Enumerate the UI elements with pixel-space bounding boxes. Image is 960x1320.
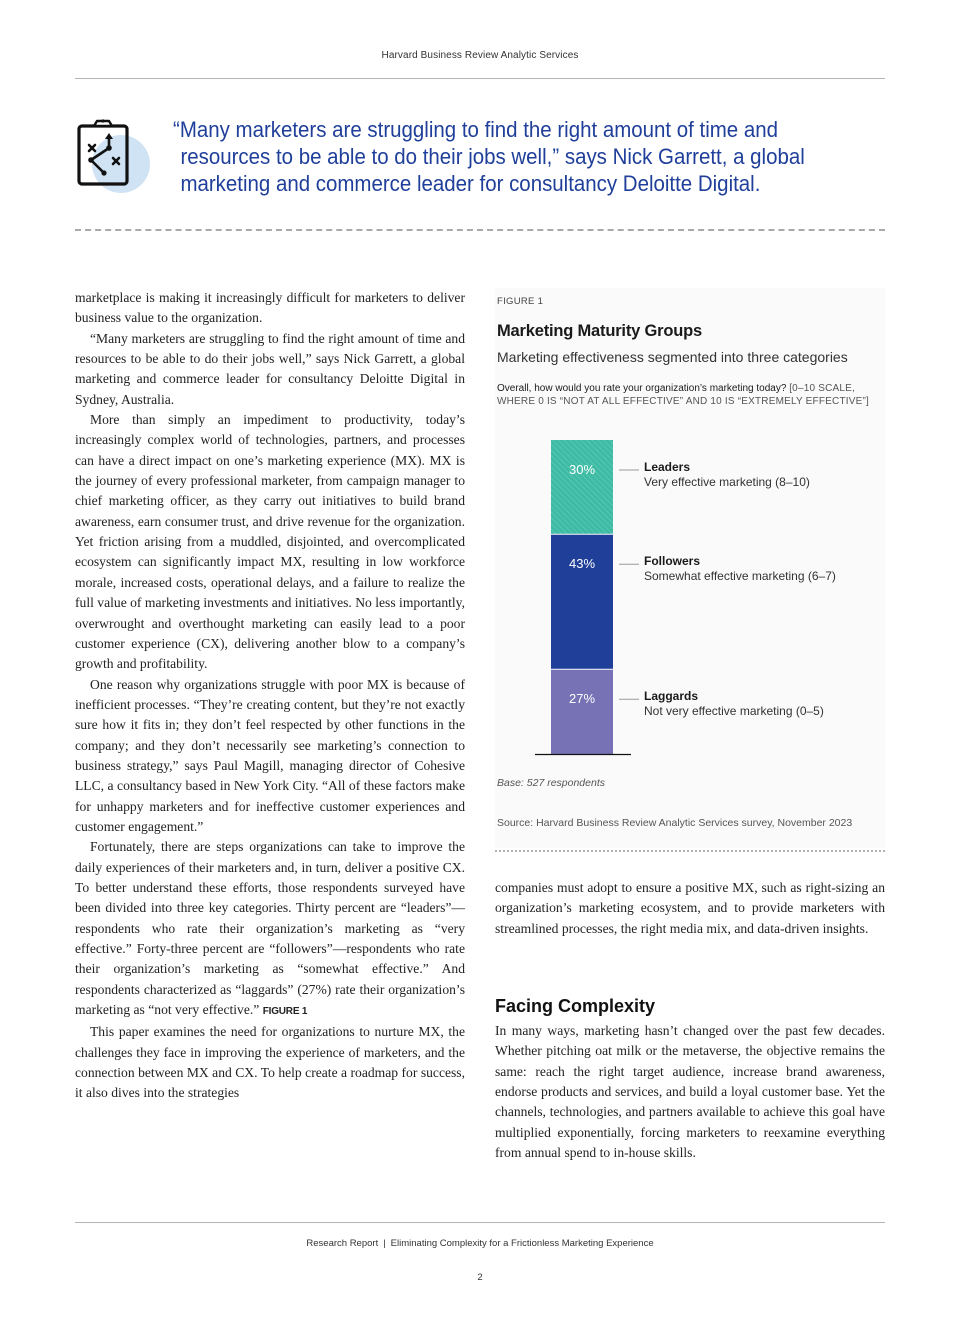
page-number: 2 bbox=[477, 1272, 483, 1283]
legend-description-followers: Somewhat effective marketing (6–7) bbox=[644, 569, 836, 584]
pull-quote-line: “Many marketers are struggling to find the right amount of time and bbox=[173, 117, 779, 142]
header-rule bbox=[75, 78, 885, 79]
section-heading: Facing Complexity bbox=[495, 996, 656, 1016]
bar-segment-laggards bbox=[551, 669, 613, 754]
clipboard-strategy-icon bbox=[75, 118, 155, 198]
body-paragraph-with-figure-ref bbox=[75, 837, 465, 1022]
body-paragraph: This paper examines the need for organizations to nurture MX, the challenges they face in improving the experience of marketers, and the connection between MX and CX. To help create a roadmap for success, it also dives into the strategies bbox=[75, 1024, 465, 1101]
legend-name-laggards: Laggards bbox=[644, 689, 699, 704]
body-paragraph: More than simply an impediment to productivity, today’s increasingly complex world of technologies, partners, and processes can have a direct impact on one’s marketing experience (MX). MX is the journey of every professional marketer, from campaign manager to chief marketing officer, as they carry out initiatives to build brand awareness, earn consumer trust, and drive revenue for the organization. Yet friction arising from a muddled, disjointed, and overcomplicated ecosystem can significantly impact MX, resulting in low workforce morale, increased costs, operational delays, and a failure to realize the full value of marketing investments and initiatives. No less importantly, overwrought and overthought marketing can easily lead to a poor customer experience (CX), delivering another blow to a company’s growth and profitability. bbox=[75, 412, 465, 672]
pull-quote-text bbox=[173, 116, 843, 197]
left-column bbox=[75, 288, 465, 1104]
data-label-leaders: 30% bbox=[568, 462, 596, 477]
footer-separator: | bbox=[383, 1238, 386, 1249]
legend-description-laggards: Not very effective marketing (0–5) bbox=[644, 704, 824, 719]
footer-rule bbox=[75, 1222, 885, 1223]
bar-segment-followers bbox=[551, 534, 613, 669]
footer-report-type: Research Report bbox=[306, 1238, 379, 1249]
figure-base-note: Base: 527 respondents bbox=[497, 777, 605, 789]
body-paragraph-text: Fortunately, there are steps organizations can take to improve the daily experiences of their marketers and, in turn, deliver a positive CX. To better understand these efforts, those respondents surveyed have been divided into three key categories. Thirty percent are “leaders”—respondents who rate their organization’s marketing as “very effective.” Forty-three percent are “followers”—respondents who rate their organization’s marketing as “somewhat effective.” And respondents characterized as “laggards” (27%) rate their organization’s marketing as “not very effective.” bbox=[75, 839, 465, 1018]
right-column-section bbox=[495, 1021, 885, 1163]
pull-quote-divider bbox=[75, 229, 885, 231]
pull-quote-line: resources to be able to do their jobs well,” says Nick Garrett, a global bbox=[180, 144, 805, 169]
figure-title: Marketing Maturity Groups bbox=[497, 322, 702, 340]
figure-divider bbox=[495, 850, 885, 852]
legend-name-leaders: Leaders bbox=[644, 460, 691, 474]
body-paragraph: “Many marketers are struggling to find the right amount of time and resources to be able to do their jobs well,” says Nick Garrett, a global marketing and commerce leader for consultancy Deloitte Digital in Sydney, Australia. bbox=[75, 330, 465, 407]
data-label-laggards: 27% bbox=[568, 691, 596, 707]
data-label-followers: 43% bbox=[568, 556, 596, 572]
body-paragraph: One reason why organizations struggle with poor MX is because of inefficient processes. “They’re creating content, but they’re not exactly sure how it fits in; they don’t feel respected by other functions in the company; and they don’t necessarily see marketing’s connection to business strategy,” says Paul Magill, managing director of Cohesive LLC, a consultancy based in New York City. “All of these factors make for unhappy marketers and for ineffective customer experiences and customer engagement.” bbox=[75, 676, 465, 834]
figure-subtitle: Marketing effectiveness segmented into three categories bbox=[497, 349, 848, 365]
running-header: Harvard Business Review Analytic Services bbox=[381, 50, 579, 61]
body-paragraph: marketplace is making it increasingly difficult for marketers to deliver business value to the organization. bbox=[75, 290, 465, 326]
scale-note: [0–10 SCALE, WHERE 0 IS “NOT AT ALL EFFECTIVE” AND 10 IS “EXTREMELY EFFECTIVE”] bbox=[497, 383, 869, 407]
bar-segment-leaders bbox=[551, 440, 613, 534]
body-paragraph: companies must adopt to ensure a positive MX, such as right-sizing an organization’s marketing ecosystem, and to provide marketers with streamlined processes, the right media mix, and data-driven insights. bbox=[495, 880, 885, 936]
pull-quote-line: marketing and commerce leader for consultancy Deloitte Digital. bbox=[180, 171, 761, 196]
question-text: Overall, how would you rate your organization’s marketing today? bbox=[497, 383, 787, 394]
pull-quote bbox=[75, 116, 885, 216]
legend-description-leaders: Very effective marketing (8–10) bbox=[644, 475, 810, 489]
body-paragraph: In many ways, marketing hasn’t changed over the past few decades. Whether pitching oat milk or the metaverse, the objective remains the same: reach the right target audience, increase brand awareness, endorse products and services, and build a loyal customer base. Yet the channels, technologies, and partners available to achieve this goal have multiplied exponentially, forcing marketers to reexamine everything from annual spend to in-house skills. bbox=[495, 1023, 885, 1161]
footer bbox=[0, 1238, 960, 1249]
figure-reference-link[interactable]: FIGURE 1 bbox=[262, 1006, 308, 1018]
right-column-continuation bbox=[495, 878, 885, 939]
legend-name-followers: Followers bbox=[644, 554, 701, 569]
stacked-bar-chart bbox=[495, 428, 885, 768]
figure-question bbox=[497, 382, 889, 408]
figure-source: Source: Harvard Business Review Analytic Services survey, November 2023 bbox=[497, 817, 853, 829]
figure-panel bbox=[495, 288, 885, 848]
footer-report-title: Eliminating Complexity for a Frictionless Marketing Experience bbox=[390, 1238, 654, 1249]
figure-label: FIGURE 1 bbox=[497, 296, 544, 307]
